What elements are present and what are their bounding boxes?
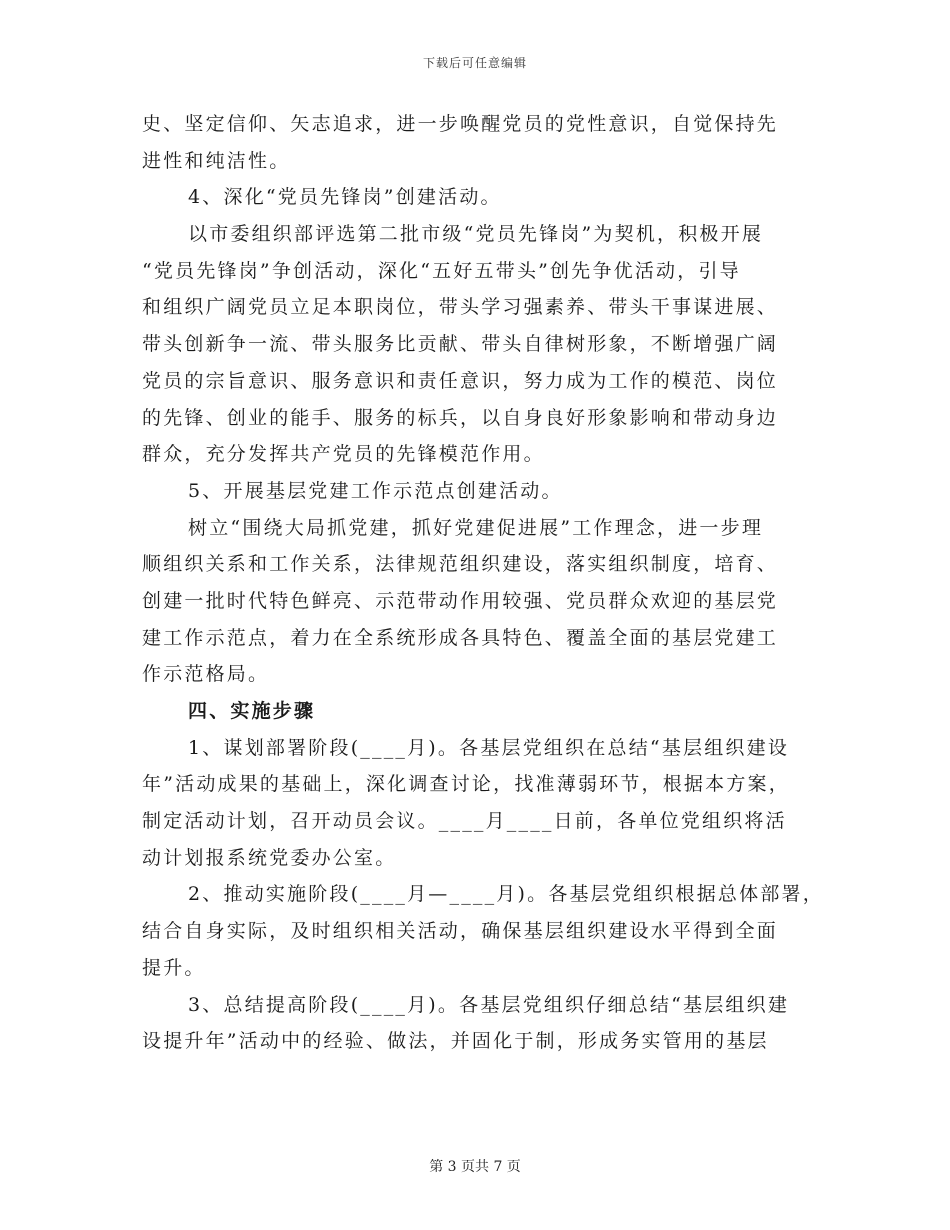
text-line: 动计划报系统党委办公室。 <box>142 846 397 869</box>
text-line: 顺组织关系和工作关系，法律规范组织建设，落实组织制度，培育、 <box>142 553 779 576</box>
text-line: 的先锋、创业的能手、服务的标兵，以自身良好形象影响和带动身边 <box>142 406 779 429</box>
text-line: 创建一批时代特色鲜亮、示范带动作用较强、党员群众欢迎的基层党 <box>142 589 779 612</box>
text-line: 带头创新争一流、带头服务比贡献、带头自律树形象，不断增强广阔 <box>142 333 779 356</box>
text-line: 群众，充分发挥共产党员的先锋模范作用。 <box>142 443 545 466</box>
text-line: 树立“围绕大局抓党建，抓好党建促进展”工作理念，进一步理 <box>188 516 764 539</box>
text-line: 制定活动计划，召开动员会议。____月____日前，各单位党组织将活 <box>142 810 787 833</box>
text-line: 结合自身实际，及时组织相关活动，确保基层组织建设水平得到全面 <box>142 920 779 943</box>
text-line: “党员先锋岗”争创活动，深化“五好五带头”创先争优活动，引导 <box>142 259 741 282</box>
text-line: 提升。 <box>142 956 206 979</box>
text-line: 3、总结提高阶段(____月)。各基层党组织仔细总结“基层组织建 <box>188 993 790 1016</box>
text-line: 以市委组织部评选第二批市级“党员先锋岗”为契机，积极开展 <box>188 223 764 246</box>
text-line: 作示范格局。 <box>142 663 270 686</box>
text-line: 4、深化“党员先锋岗”创建活动。 <box>188 186 502 209</box>
page-header: 下载后可任意编辑 <box>422 56 527 70</box>
text-line: 党员的宗旨意识、服务意识和责任意识，努力成为工作的模范、岗位 <box>142 369 779 392</box>
text-line: 史、坚定信仰、矢志追求，进一步唤醒党员的党性意识，自觉保持先 <box>142 113 779 135</box>
text-line: 1、谋划部署阶段(____月)。各基层党组织在总结“基层组织建设 <box>188 736 790 759</box>
text-line: 年”活动成果的基础上，深化调查讨论，找准薄弱环节，根据本方案， <box>142 773 790 796</box>
document-body <box>142 106 824 1060</box>
text-line: 建工作示范点，着力在全系统形成各具特色、覆盖全面的基层党建工 <box>142 626 779 649</box>
text-line: 2、推动实施阶段(____月—____月)。各基层党组织根据总体部署， <box>188 883 824 906</box>
section-heading: 四、实施步骤 <box>188 700 316 722</box>
page-footer: 第 3 页共 7 页 <box>429 1159 521 1175</box>
text-line: 进性和纯洁性。 <box>142 149 291 172</box>
text-line: 和组织广阔党员立足本职岗位，带头学习强素养、带头干事谋进展、 <box>142 296 779 319</box>
text-line: 5、开展基层党建工作示范点创建活动。 <box>188 479 563 502</box>
text-line: 设提升年”活动中的经验、做法，并固化于制，形成务实管用的基层 <box>142 1030 769 1053</box>
